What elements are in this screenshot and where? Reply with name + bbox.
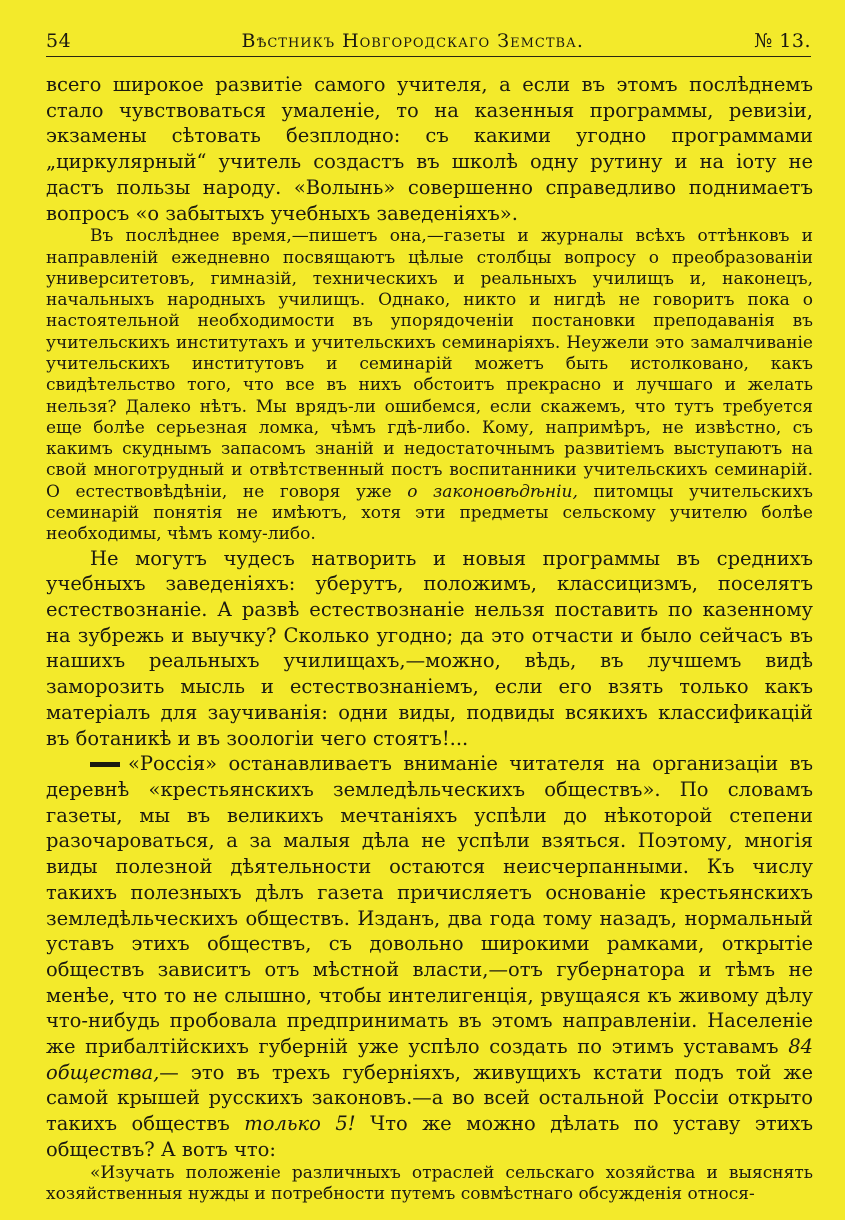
quote-text-a: Въ послѣднее время,—пишетъ она,—газеты и журналы всѣхъ оттѣнковъ и направленій ежедневно посвящаютъ цѣлые столбцы вопросу о преобразованіи университетовъ, гимназій, техническихъ и реальныхъ училищъ и, наконецъ, начальныхъ народныхъ училищъ. Однако, никто и нигдѣ не говоритъ пока о настоятельной необходимости въ упорядоченіи постановки преподаванія въ учительскихъ институтахъ и учительскихъ семинаріяхъ. Неужели это замалчиваніе учительскихъ институтовъ и семинарій можетъ быть истолковано, какъ свидѣтельство того, что все въ нихъ обстоитъ прекрасно и лучшаго и желать нельзя? Далеко нѣтъ. Мы врядъ-ли ошибемся, если скажемъ, что тутъ требуется еще болѣе серьезная ломка, чѣмъ гдѣ-либо. Кому, напримѣръ, не извѣстно, съ какимъ скуднымъ запасомъ знаній и недостаточнымъ развитіемъ выступаютъ на свой многотрудный и отвѣтственный постъ воспитанники учительскихъ семинарій. О естествовѣдѣніи, не говоря уже bbox=[46, 226, 813, 502]
paragraph-1: всего широкое развитіе самого учителя, а если въ этомъ послѣднемъ стало чувствоваться умаленіе, то на казенныя программы, ревизіи, экзамены сѣтовать безплодно: съ какими угодно программами „циркулярный“ учитель создастъ въ школѣ одну рутину и на іоту не дастъ пользы народу. «Волынь» совершенно справедливо поднимаетъ вопросъ «о забытыхъ учебныхъ заведеніяхъ». bbox=[46, 73, 813, 225]
quote-paragraph-1 bbox=[46, 226, 813, 545]
quote-text-b: питомцы учительскихъ семинарій понятія не имѣютъ, хотя эти предметы сельскому учителю болѣе необходимы, чѣмъ кому-либо. bbox=[46, 481, 813, 545]
quote-paragraph-2: «Изучать положеніе различныхъ отраслей сельскаго хозяйства и выяснять хозяйственныя нужды и потребности путемъ совмѣстнаго обсужденія относя- bbox=[46, 1162, 813, 1204]
journal-title: Вѣстникъ Новгородскаго Земства. bbox=[241, 30, 584, 52]
p3-italic-2: только 5! bbox=[244, 1112, 356, 1136]
p3-text-b: — это въ трехъ губерніяхъ, живущихъ кстати подъ той же самой крышей русскихъ законовъ.—а во всей остальной Россіи открыто такихъ обществъ bbox=[46, 1060, 813, 1136]
running-header bbox=[46, 18, 811, 57]
issue-number: № 13. bbox=[754, 30, 811, 52]
em-dash-marker bbox=[90, 762, 120, 767]
p3-italic-1: 84 общества, bbox=[46, 1035, 814, 1084]
p3-text-a: «Россія» останавливаетъ вниманіе читателя на организаціи въ деревнѣ «крестьянскихъ земледѣльческихъ обществъ». По словамъ газеты, мы въ великихъ мечтаніяхъ успѣли до нѣкоторой степени разочароваться, а за малыя дѣла не успѣли взяться. Поэтому, многія виды полезной дѣятельности остаются неисчерпанными. Къ числу такихъ полезныхъ дѣлъ газета причисляетъ основаніе крестьянскихъ земледѣльческихъ обществъ. Изданъ, два года тому назадъ, нормальный уставъ этихъ обществъ, съ довольно широкими рамками, открытіе обществъ зависитъ отъ мѣстной власти,—отъ губернатора и тѣмъ не менѣе, что то не слышно, чтобы интелигенція, рвущаяся къ живому дѣлу что-нибудь пробовала предпринимать въ этомъ направленіи. Населеніе же прибалтійскихъ губерній уже успѣло создать по этимъ уставамъ bbox=[46, 752, 813, 1059]
body-text bbox=[46, 72, 813, 1205]
p3-text-c: Что же можно дѣлать по уставу этихъ обществъ? А вотъ что: bbox=[46, 1112, 814, 1161]
page-number: 54 bbox=[46, 30, 72, 52]
paragraph-3 bbox=[46, 751, 813, 1162]
paragraph-2: Не могутъ чудесъ натворить и новыя программы въ среднихъ учебныхъ заведеніяхъ: уберутъ, положимъ, классицизмъ, поселятъ естествознаніе. А развѣ естествознаніе нельзя поставить по казенному на зубрежь и выучку? Сколько угодно; да это отчасти и было сейчасъ въ нашихъ реальныхъ училищахъ,—можно, вѣдь, въ лучшемъ видѣ заморозить мысль и естествознаніемъ, если его взять только какъ матеріалъ для заучиванія: одни виды, подвиды всякихъ классификацій въ ботаникѣ и въ зоологіи чего стоятъ!... bbox=[46, 546, 813, 750]
quote-italic: о законовѣдѣніи, bbox=[407, 481, 578, 502]
